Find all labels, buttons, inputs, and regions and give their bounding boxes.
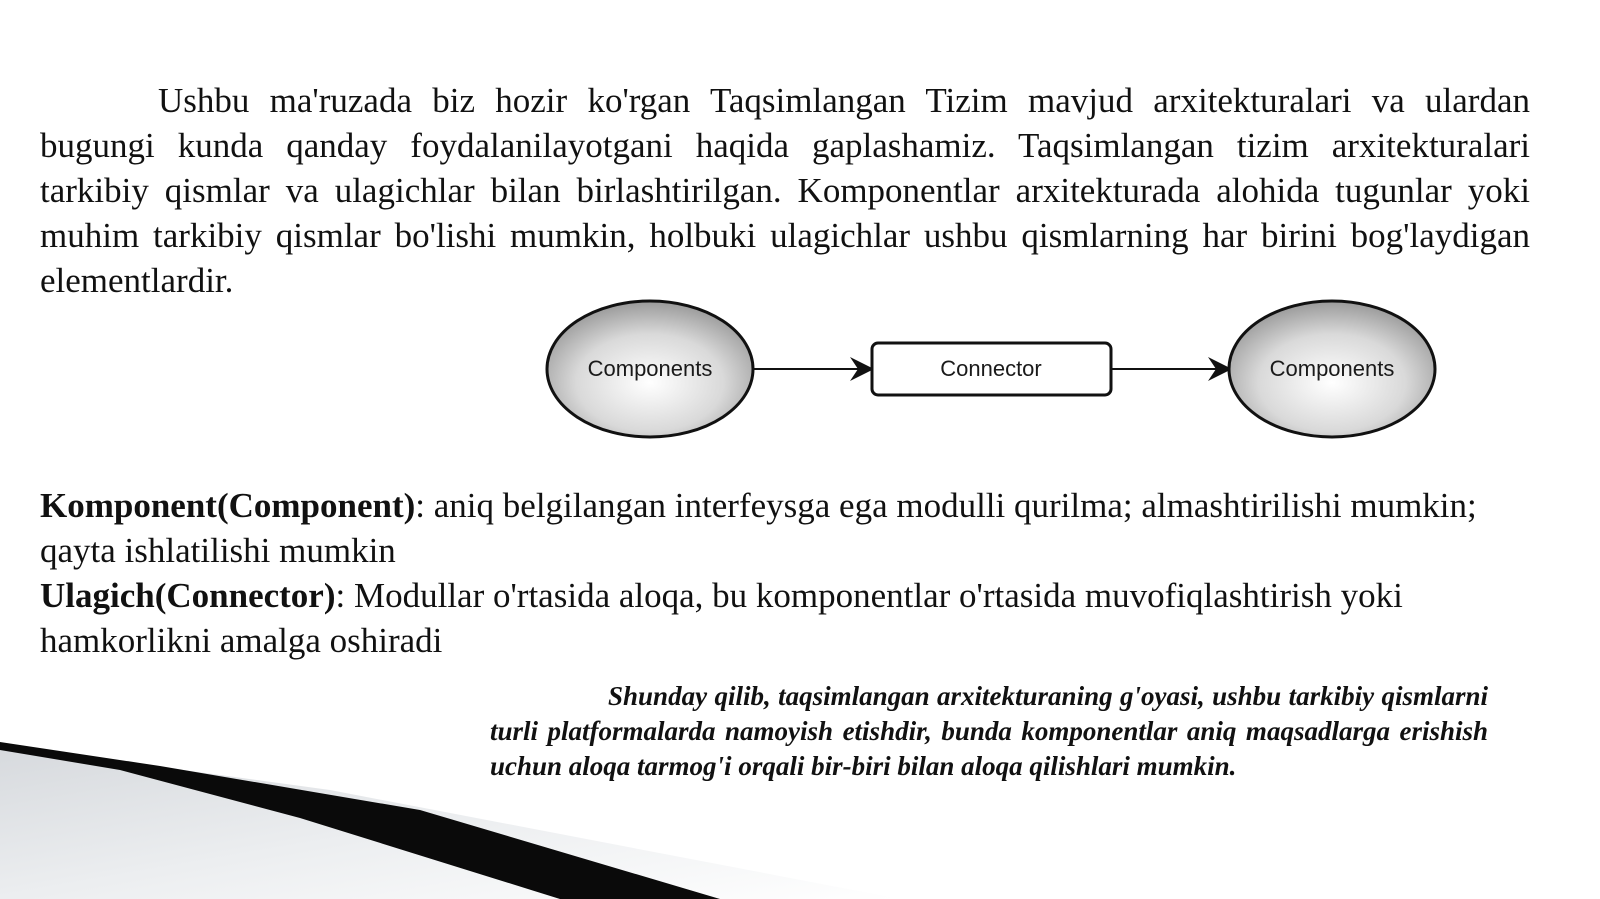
component-node-right: [1229, 301, 1435, 437]
component-description: : aniq belgilangan interfeysga ega modulli qurilma; almashtirilishi mumkin; qayta ishlatilishi mumkin: [40, 486, 1477, 570]
summary-paragraph: Shunday qilib, taqsimlangan arxitekturaning g'oyasi, ushbu tarkibiy qismlarni turli platformalarda namoyish etishdir, bunda komponentlar aniq maqsadlarga erishish uchun aloqa tarmog'i orqali bir-biri bilan aloqa qilishlari mumkin.: [490, 681, 1488, 781]
connector-term: Ulagich(Connector): [40, 576, 336, 615]
intro-paragraph: Ushbu ma'ruzada biz hozir ko'rgan Taqsimlangan Tizim mavjud arxitekturalari va ulardan bugungi kunda qanday foydalanilayotgani haqida gaplashamiz. Taqsimlangan tizim arxitekturalari tarkibiy qismlar va ulagichlar bilan birlashtirilgan. Komponentlar arxitekturada alohida tugunlar yoki muhim tarkibiy qismlar bo'lishi mumkin, holbuki ulagichlar ushbu qismlarning har birini bog'laydigan elementlardir.: [40, 81, 1530, 300]
component-term: Komponent(Component): [40, 486, 416, 525]
connector-node-label: Connector: [940, 356, 1042, 381]
architecture-diagram: [540, 296, 1450, 442]
component-definition: [40, 483, 1540, 573]
component-node-left-label: Components: [587, 356, 713, 381]
definitions-block: [40, 483, 1540, 663]
connector-description: : Modullar o'rtasida aloqa, bu komponentlar o'rtasida muvofiqlashtirish yoki hamkorlikni amalga oshiradi: [40, 576, 1403, 660]
component-node-right-label: Components: [1269, 356, 1395, 381]
connector-node: [872, 343, 1111, 395]
connector-definition: [40, 573, 1540, 663]
component-node-left: [547, 301, 753, 437]
